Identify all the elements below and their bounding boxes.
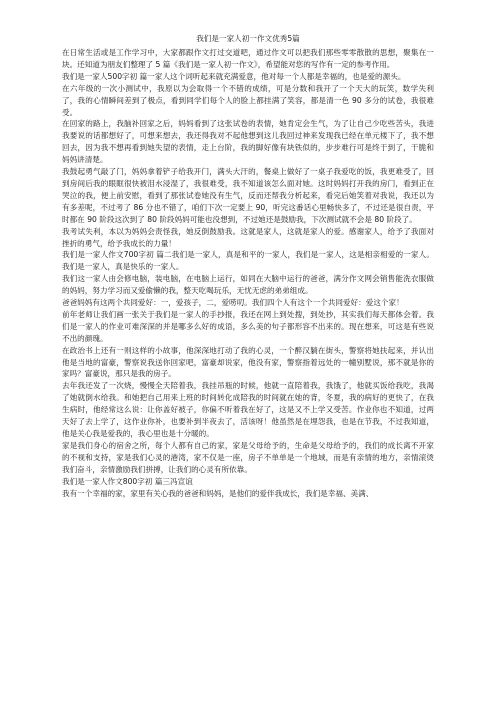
paragraph-essay-two-heading: 我们是一家人作文700字初 篇二我们是一家人，真是和平的一家人，我们是一家人，这是相亲相爱的一家人。我们是一家人，真是快乐的一家人。: [62, 250, 434, 272]
document-title: 我们是一家人初一作文优秀5篇: [196, 34, 300, 43]
paragraph-essay-three-heading: 我们是一家人作文800字初 篇三冯宣谊: [62, 476, 193, 486]
paragraph: 我们这一家人由会修电脑，装电脑，在电脑上运行，如同在大脑中运行的爸爸，满分作文网会销售能洗衣服做的妈妈，努力学习而又爱偷懒的我，整天吃喝玩乐，无忧无虑的弟弟组成。: [62, 274, 434, 296]
paragraph: 在政治书上还有一则这样的小故事，他深深地打动了我的心灵，一个醉汉躺在街头，警察将她扶起来，并认出他是当地的富豪，警察说我送你回家吧，富豪却说家，他没有家，警察指着远处的一幢别墅说，那不就是你的家吗？富豪说，那只是我的房子。: [62, 345, 434, 379]
paragraph: 去年我还发了一次烧，慢慢全天陪着我，我挂吊瓶的时候，他就一直陪着我，我饿了，他就买饭给我吃，我渴了她就倒水给我。和她把自己用来上班的时间转化成陪我的时间就在她的背，冬夏，我的病好的更快了，在我生病时，他经常这么说：让你盖好被子，你偏不听着我在好了，这是又不上学又受苦。作业你也不知道，过两天好了去上学了，这作业你补，也要补到半夜去了，活该呀！他虽然是在埋怨我，也是在节我，不过我知道，他是关心我是爱我的，我心里也是十分暖的。: [62, 381, 434, 438]
paragraph: 在回家的路上，我脑补回家之后，妈妈看到了这张试卷的表情，她肯定会生气，为了让自己少吃些苦头，我进我要说的话都想好了，可想来想去，我还得我对不起他想到这儿我回过神来发现我已经在单元楼下了，我不想回去，因为我不想再看到她失望的表情，走上台阶，我的脚好像有块铁似的，步步难行可是终于到了，干脆和妈妈讲清楚。: [62, 119, 434, 165]
paragraph: 爸爸妈妈有这两个共同爱好：一，爱孩子，二，爱唠叨。我们四个人有这个一个共同爱好：爱这个家！: [62, 298, 404, 308]
paragraph: 我考试失利，本以为妈妈会责怪我，她反倒鼓励我。这就是家人，这就是家人的爱。感谢家人，给予了我面对挫折的勇气，给予我成长的力量！: [62, 226, 434, 248]
paragraph: 我有一个幸福的家，家里有关心我的爸爸和妈妈，是他们的爱伴我成长，我们是幸福、美满、: [62, 488, 374, 498]
paragraph: 在六年级的一次小测试中，我原以为会取得一个不错的成绩，可是分数和我开了一个天大的玩笑，数学失利了，我的心情瞬间差到了极点，看到同学们每个人的脸上都挂满了笑容，都是清一色 90 多分的试卷，我很难受。: [62, 83, 434, 117]
document-body: [62, 32, 434, 696]
paragraph: 前年老师让我们画一张关于我们是一家人的手抄报，我还在网上到处搜，到处抄，其实我们每天都体会着。我们是一家人的作业可难深深的并是哪多么好的成语，多么美的句子都形容不出来的。现在想来，可这是有些说不出的颜瑰。: [62, 309, 434, 343]
paragraph-essay-one-heading: 我们是一家人500字初 篇一家人这个词听起来就充满爱意，他对每一个人都是幸福的，也是爱的源头。: [62, 71, 406, 81]
paragraph-intro: 在日常生活或是工作学习中，大家都跟作文打过交道吧，通过作文可以把我们那些零零散散的思想，聚集在一块。还知道为朋友们整理了 5 篇《我们是一家人初一作文》，希望能对您的写作有一定的参考作用。: [62, 48, 434, 69]
paragraph: 我鼓起勇气敲了门，妈妈拿着铲子给我开门，满头大汗的，餐桌上做好了一桌子我爱吃的饭，我更难受了，回到房间后我的眼眶很快被泪水浸湿了，我很难受，我不知道该怎么面对她。这时妈妈打开我的房门，看到正在哭泣的我，便上前安慰，看到了那张试卷她没有生气，反而还帮我分析起来，看完后她笑着对我说，我还以为有多差呢，不过考了 86 分也不错了，咱们下次一定要上 90，听完这番话心里畅快多了，不过还是很自责，平时都在 90 阶段这次到了 80 阶段妈妈可能也没想到，不过她还是鼓励我，下次测试就不会是 80 阶段了。: [62, 167, 434, 224]
paragraph: 家是我们身心的宿舍之所，每个人都有自己的家，家是父母给予的，生命是父母给予的，我们的成长离不开家的不视和支持，家是我们心灵的港湾，家不仅是一座，房子不单单是一个地域，而是有亲情的地方，亲情滚烫我们奋斗，亲情激励我们拼搏，让我们的心灵有所依靠。: [62, 440, 434, 474]
